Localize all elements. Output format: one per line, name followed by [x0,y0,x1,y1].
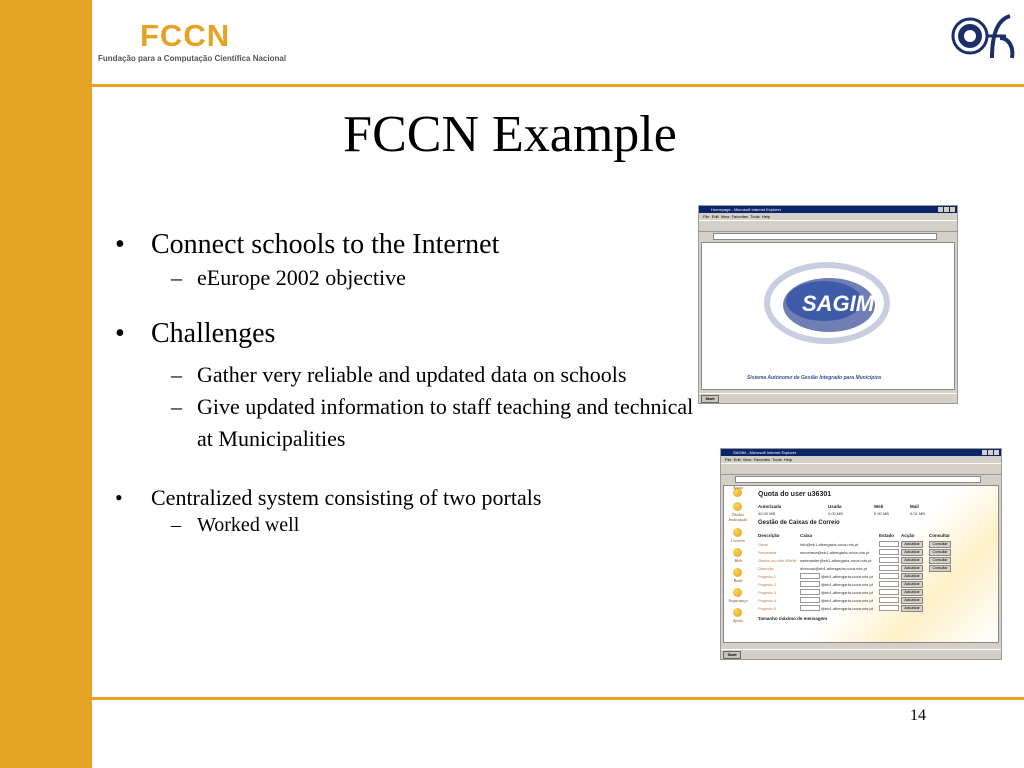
header-divider [92,84,1024,87]
nav-item[interactable]: Web [734,558,742,563]
nav-item[interactable]: Apoio [732,485,744,490]
sagim-logo [702,243,955,389]
screenshot-sagim-homepage [698,205,958,404]
page-number: 14 [910,707,926,724]
address-bar[interactable] [721,475,1001,483]
table-col: Caixa [800,533,813,538]
row-desc: Projecto 5 [758,606,777,611]
taskbar [721,649,1001,659]
quota-val: 0.00 MB [874,511,889,516]
state-select[interactable] [879,589,899,595]
row-desc: Projecto 2 [758,582,777,587]
state-select[interactable] [879,549,899,555]
consult-button[interactable]: Consultar [929,541,951,548]
browser-title-bar [699,206,957,213]
maximize-icon[interactable] [944,207,949,212]
sub-bullet-text: Worked well [197,514,300,537]
consult-button[interactable]: Consultar [929,549,951,556]
start-button[interactable]: Start [701,395,719,403]
browser-menu-bar[interactable]: File Edit View Favorites Tools Help [703,214,771,219]
update-button[interactable]: Actualizar [901,597,923,604]
table-col: Acção [901,533,915,538]
table-col: Estado [879,533,895,538]
maximize-icon[interactable] [988,450,993,455]
browser-viewport [701,242,955,390]
update-button[interactable]: Actualizar [901,565,923,572]
row-desc: Geral [758,542,768,547]
mailbox-input[interactable] [800,589,820,595]
update-button[interactable]: Actualizar [901,589,923,596]
mailbox-input[interactable] [800,581,820,587]
fccn-logo [98,18,288,66]
row-box: @eb1-albergaria-nova.rcts.pt [821,606,873,611]
state-select[interactable] [879,581,899,587]
minimize-icon[interactable] [982,450,987,455]
mailbox-section-title: Gestão de Caixas de Correio [758,520,840,526]
quota-col: Usada [828,504,842,509]
row-box: direccao@eb1-albergaria-nova.rcts.pt [800,566,867,571]
slide-title: FCCN Example [343,106,677,163]
close-icon[interactable] [950,207,955,212]
row-desc: Secretaria [758,550,777,555]
state-select[interactable] [879,605,899,611]
screenshot-sagim-mail-admin [720,448,1002,660]
quota-col: Web [874,504,884,509]
row-box: @eb1-albergaria-nova.rcts.pt [821,582,873,587]
quota-col: Autorizada [758,504,782,509]
mailbox-input[interactable] [800,597,820,603]
quota-header: Quota do user u36301 [758,491,832,498]
row-box: webmaster@eb1-albergaria-nova.rcts.pt [800,558,872,563]
browser-viewport [723,485,999,643]
close-icon[interactable] [994,450,999,455]
update-button[interactable]: Actualizar [901,557,923,564]
row-desc: Projecto 4 [758,598,777,603]
update-button[interactable]: Actualizar [901,549,923,556]
row-desc: Projecto 1 [758,574,777,579]
consult-button[interactable]: Consultar [929,565,951,572]
footer-divider [92,697,1024,700]
bullet-text: Challenges [151,318,276,350]
row-box: @eb1-albergaria-nova.rcts.pt [821,574,873,579]
nav-icon[interactable] [733,548,742,557]
row-box: secretaria@eb1-albergaria-nova.rcts.pt [800,550,870,555]
nav-icon[interactable] [733,528,742,537]
browser-title: Homepage - Microsoft Internet Explorer [711,207,782,212]
table-col: Consultar [929,533,951,538]
fccn-logo-text: FCCN [140,18,231,53]
bullet-item: • Connect schools to the Internet [115,229,500,260]
sub-bullet-text: Gather very reliable and updated data on schools [197,362,627,388]
state-select[interactable] [879,541,899,547]
minimize-icon[interactable] [938,207,943,212]
nav-icon[interactable] [733,588,742,597]
row-desc: Projecto 3 [758,590,777,595]
bullet-text: Centralized system consisting of two portals [151,484,542,510]
update-button[interactable]: Actualizar [901,581,923,588]
mailbox-input[interactable] [800,605,820,611]
nav-icon[interactable] [733,502,742,511]
bullet-item: • Centralized system consisting of two portals [115,484,542,510]
address-bar[interactable] [699,232,957,240]
sub-bullet-item: – eEurope 2002 objective [171,264,406,290]
quota-col: Mail [910,504,919,509]
nav-item[interactable]: Apoio [732,618,744,623]
university-seal-icon [948,8,1018,64]
row-desc: Gestor do sítio WWW [758,558,797,563]
fccn-logo-subtitle: Fundação para a Computação Científica Nacional [98,54,287,63]
consult-button[interactable]: Consultar [929,557,951,564]
sub-bullet-item: – Worked well [171,514,300,537]
row-desc: Direcção [758,566,774,571]
mailbox-input[interactable] [800,573,820,579]
row-box: info@eb1-albergaria-nova.rcts.pt [800,542,859,547]
left-accent-bar [0,0,92,768]
table-col: Descrição [758,533,780,538]
quota-val: 0.01 MB [910,511,925,516]
browser-menu-bar[interactable]: File Edit View Favorites Tools Help [725,457,793,462]
update-button[interactable]: Actualizar [901,541,923,548]
sagim-subtitle: Sistema Autónomo de Gestão Integrado para Municípios [747,375,882,381]
max-message-size-title: Tamanho máximo de mensagem [758,616,828,621]
state-select[interactable] [879,565,899,571]
sub-bullet-text: eEurope 2002 objective [197,264,406,290]
update-button[interactable]: Actualizar [901,573,923,580]
bullet-item: • Challenges [115,318,276,350]
row-box: @eb1-albergaria-nova.rcts.pt [821,590,873,595]
sagim-logo-text: SAGIM [802,291,875,316]
taskbar [699,393,957,403]
state-select[interactable] [879,573,899,579]
browser-title: SAGIM - Microsoft Internet Explorer [733,450,797,455]
sub-bullet-item: – Gather very reliable and updated data on schools [171,362,627,388]
bullet-list [115,228,705,540]
update-button[interactable]: Actualizar [901,605,923,612]
bullet-text: Connect schools to the Internet [151,229,500,260]
quota-val: 0.00 MB [828,511,843,516]
start-button[interactable]: Start [723,651,741,659]
nav-item[interactable]: Correio [730,538,746,543]
sub-bullet-item: – Give updated information to staff teaching and technical at Municipalities [171,393,694,451]
nav-item[interactable]: Segurança [728,598,748,603]
browser-toolbar[interactable] [699,220,957,232]
nav-icon[interactable] [733,568,742,577]
sub-bullet-text: Give updated information to staff teaching and technical at Municipalities [197,393,694,451]
nav-item[interactable]: Dados Instituição [728,512,748,522]
nav-icon[interactable] [733,608,742,617]
row-box: @eb1-albergaria-nova.rcts.pt [821,598,873,603]
nav-item[interactable]: Rede [733,578,743,583]
browser-title-bar [721,449,1001,456]
quota-val: 40.00 MB [758,511,776,516]
browser-toolbar[interactable] [721,463,1001,475]
state-select[interactable] [879,597,899,603]
state-select[interactable] [879,557,899,563]
